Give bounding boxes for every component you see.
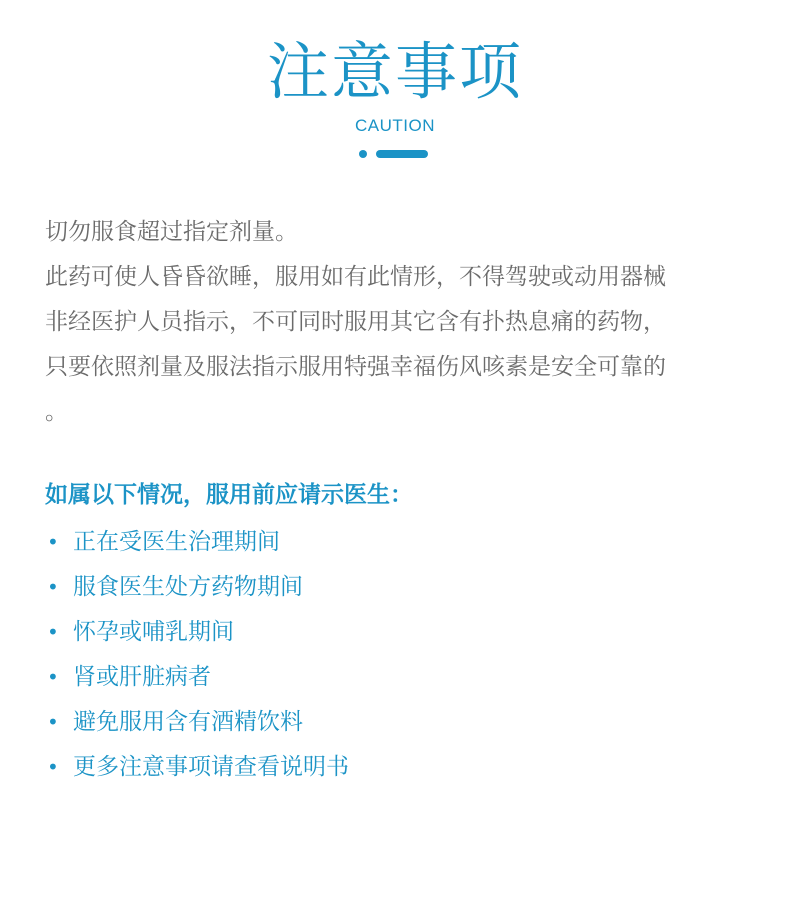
list-item-label: 服食医生处方药物期间 bbox=[73, 574, 303, 600]
list-item bbox=[45, 520, 745, 565]
warning-line: 此药可使人昏昏欲睡，服用如有此情形，不得驾驶或动用器械 bbox=[45, 264, 666, 290]
list-item-label: 肾或肝脏病者 bbox=[73, 664, 211, 690]
warning-paragraph bbox=[45, 210, 745, 435]
bullet-icon: • bbox=[47, 620, 59, 644]
list-item bbox=[45, 610, 745, 655]
divider-dot bbox=[359, 150, 367, 158]
page-title: 注意事项 bbox=[266, 35, 523, 108]
list-item-label: 正在受医生治理期间 bbox=[73, 529, 280, 555]
page-subtitle: CAUTION bbox=[355, 116, 435, 135]
conditions-list bbox=[45, 520, 745, 790]
list-item-label: 避免服用含有酒精饮料 bbox=[73, 709, 303, 735]
title-divider bbox=[359, 150, 429, 158]
warning-line: 。 bbox=[45, 399, 68, 425]
list-item bbox=[45, 700, 745, 745]
warning-line: 切勿服食超过指定剂量。 bbox=[45, 219, 298, 245]
warning-line: 非经医护人员指示，不可同时服用其它含有扑热息痛的药物， bbox=[45, 309, 666, 335]
bullet-icon: • bbox=[47, 665, 59, 689]
list-item bbox=[45, 655, 745, 700]
warning-line: 只要依照剂量及服法指示服用特强幸福伤风咳素是安全可靠的 bbox=[45, 354, 666, 380]
list-item bbox=[45, 565, 745, 610]
list-item bbox=[45, 745, 745, 790]
divider-bar bbox=[376, 150, 428, 158]
bullet-icon: • bbox=[47, 755, 59, 779]
bullet-icon: • bbox=[47, 575, 59, 599]
bullet-icon: • bbox=[47, 710, 59, 734]
conditions-title: 如属以下情况，服用前应请示医生： bbox=[45, 482, 413, 508]
conditions-section bbox=[45, 475, 745, 790]
list-item-label: 更多注意事项请查看说明书 bbox=[73, 754, 349, 780]
list-item-label: 怀孕或哺乳期间 bbox=[73, 619, 234, 645]
bullet-icon: • bbox=[47, 530, 59, 554]
